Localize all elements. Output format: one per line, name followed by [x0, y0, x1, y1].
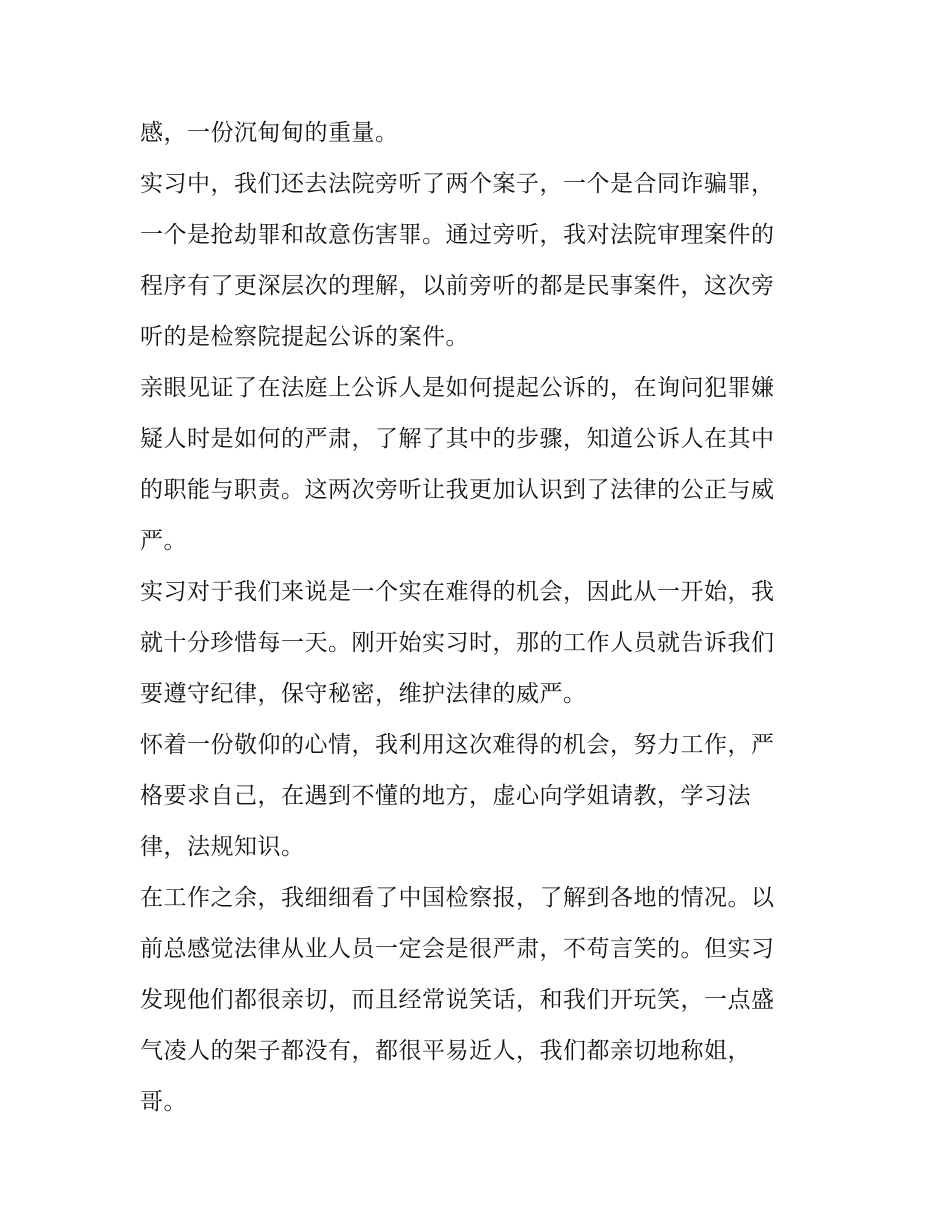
- text-line: 严。: [140, 528, 187, 554]
- text-line: 一个是抢劫罪和故意伤害罪。通过旁听，我对法院审理案件的: [140, 222, 775, 248]
- text-line: 实习中，我们还去法院旁听了两个案子，一个是合同诈骗罪，: [140, 171, 775, 197]
- text-line: 实习对于我们来说是一个实在难得的机会，因此从一开始，我: [140, 579, 775, 605]
- text-line: 在工作之余，我细细看了中国检察报，了解到各地的情况。以: [140, 885, 775, 911]
- text-line: 要遵守纪律，保守秘密，维护法律的威严。: [140, 681, 587, 707]
- text-line: 的职能与职责。这两次旁听让我更加认识到了法律的公正与威: [140, 477, 775, 503]
- text-line: 气凌人的架子都没有，都很平易近人，我们都亲切地称姐，: [140, 1038, 751, 1064]
- text-line: 哥。: [140, 1089, 187, 1115]
- text-line: 疑人时是如何的严肃，了解了其中的步骤，知道公诉人在其中: [140, 426, 775, 452]
- text-line: 听的是检察院提起公诉的案件。: [140, 324, 469, 350]
- text-line: 怀着一份敬仰的心情，我利用这次难得的机会，努力工作，严: [140, 732, 775, 758]
- text-line: 发现他们都很亲切，而且经常说笑话，和我们开玩笑，一点盛: [140, 987, 775, 1013]
- text-line: 律，法规知识。: [140, 834, 305, 860]
- text-line: 格要求自己，在遇到不懂的地方，虚心向学姐请教，学习法: [140, 783, 751, 809]
- text-line: 亲眼见证了在法庭上公诉人是如何提起公诉的，在询问犯罪嫌: [140, 375, 775, 401]
- text-line: 程序有了更深层次的理解，以前旁听的都是民事案件，这次旁: [140, 273, 775, 299]
- text-line: 感，一份沉甸甸的重量。: [140, 120, 399, 146]
- document-body: [140, 108, 820, 1128]
- text-line: 前总感觉法律从业人员一定会是很严肃，不苟言笑的。但实习: [140, 936, 775, 962]
- text-line: 就十分珍惜每一天。刚开始实习时，那的工作人员就告诉我们: [140, 630, 775, 656]
